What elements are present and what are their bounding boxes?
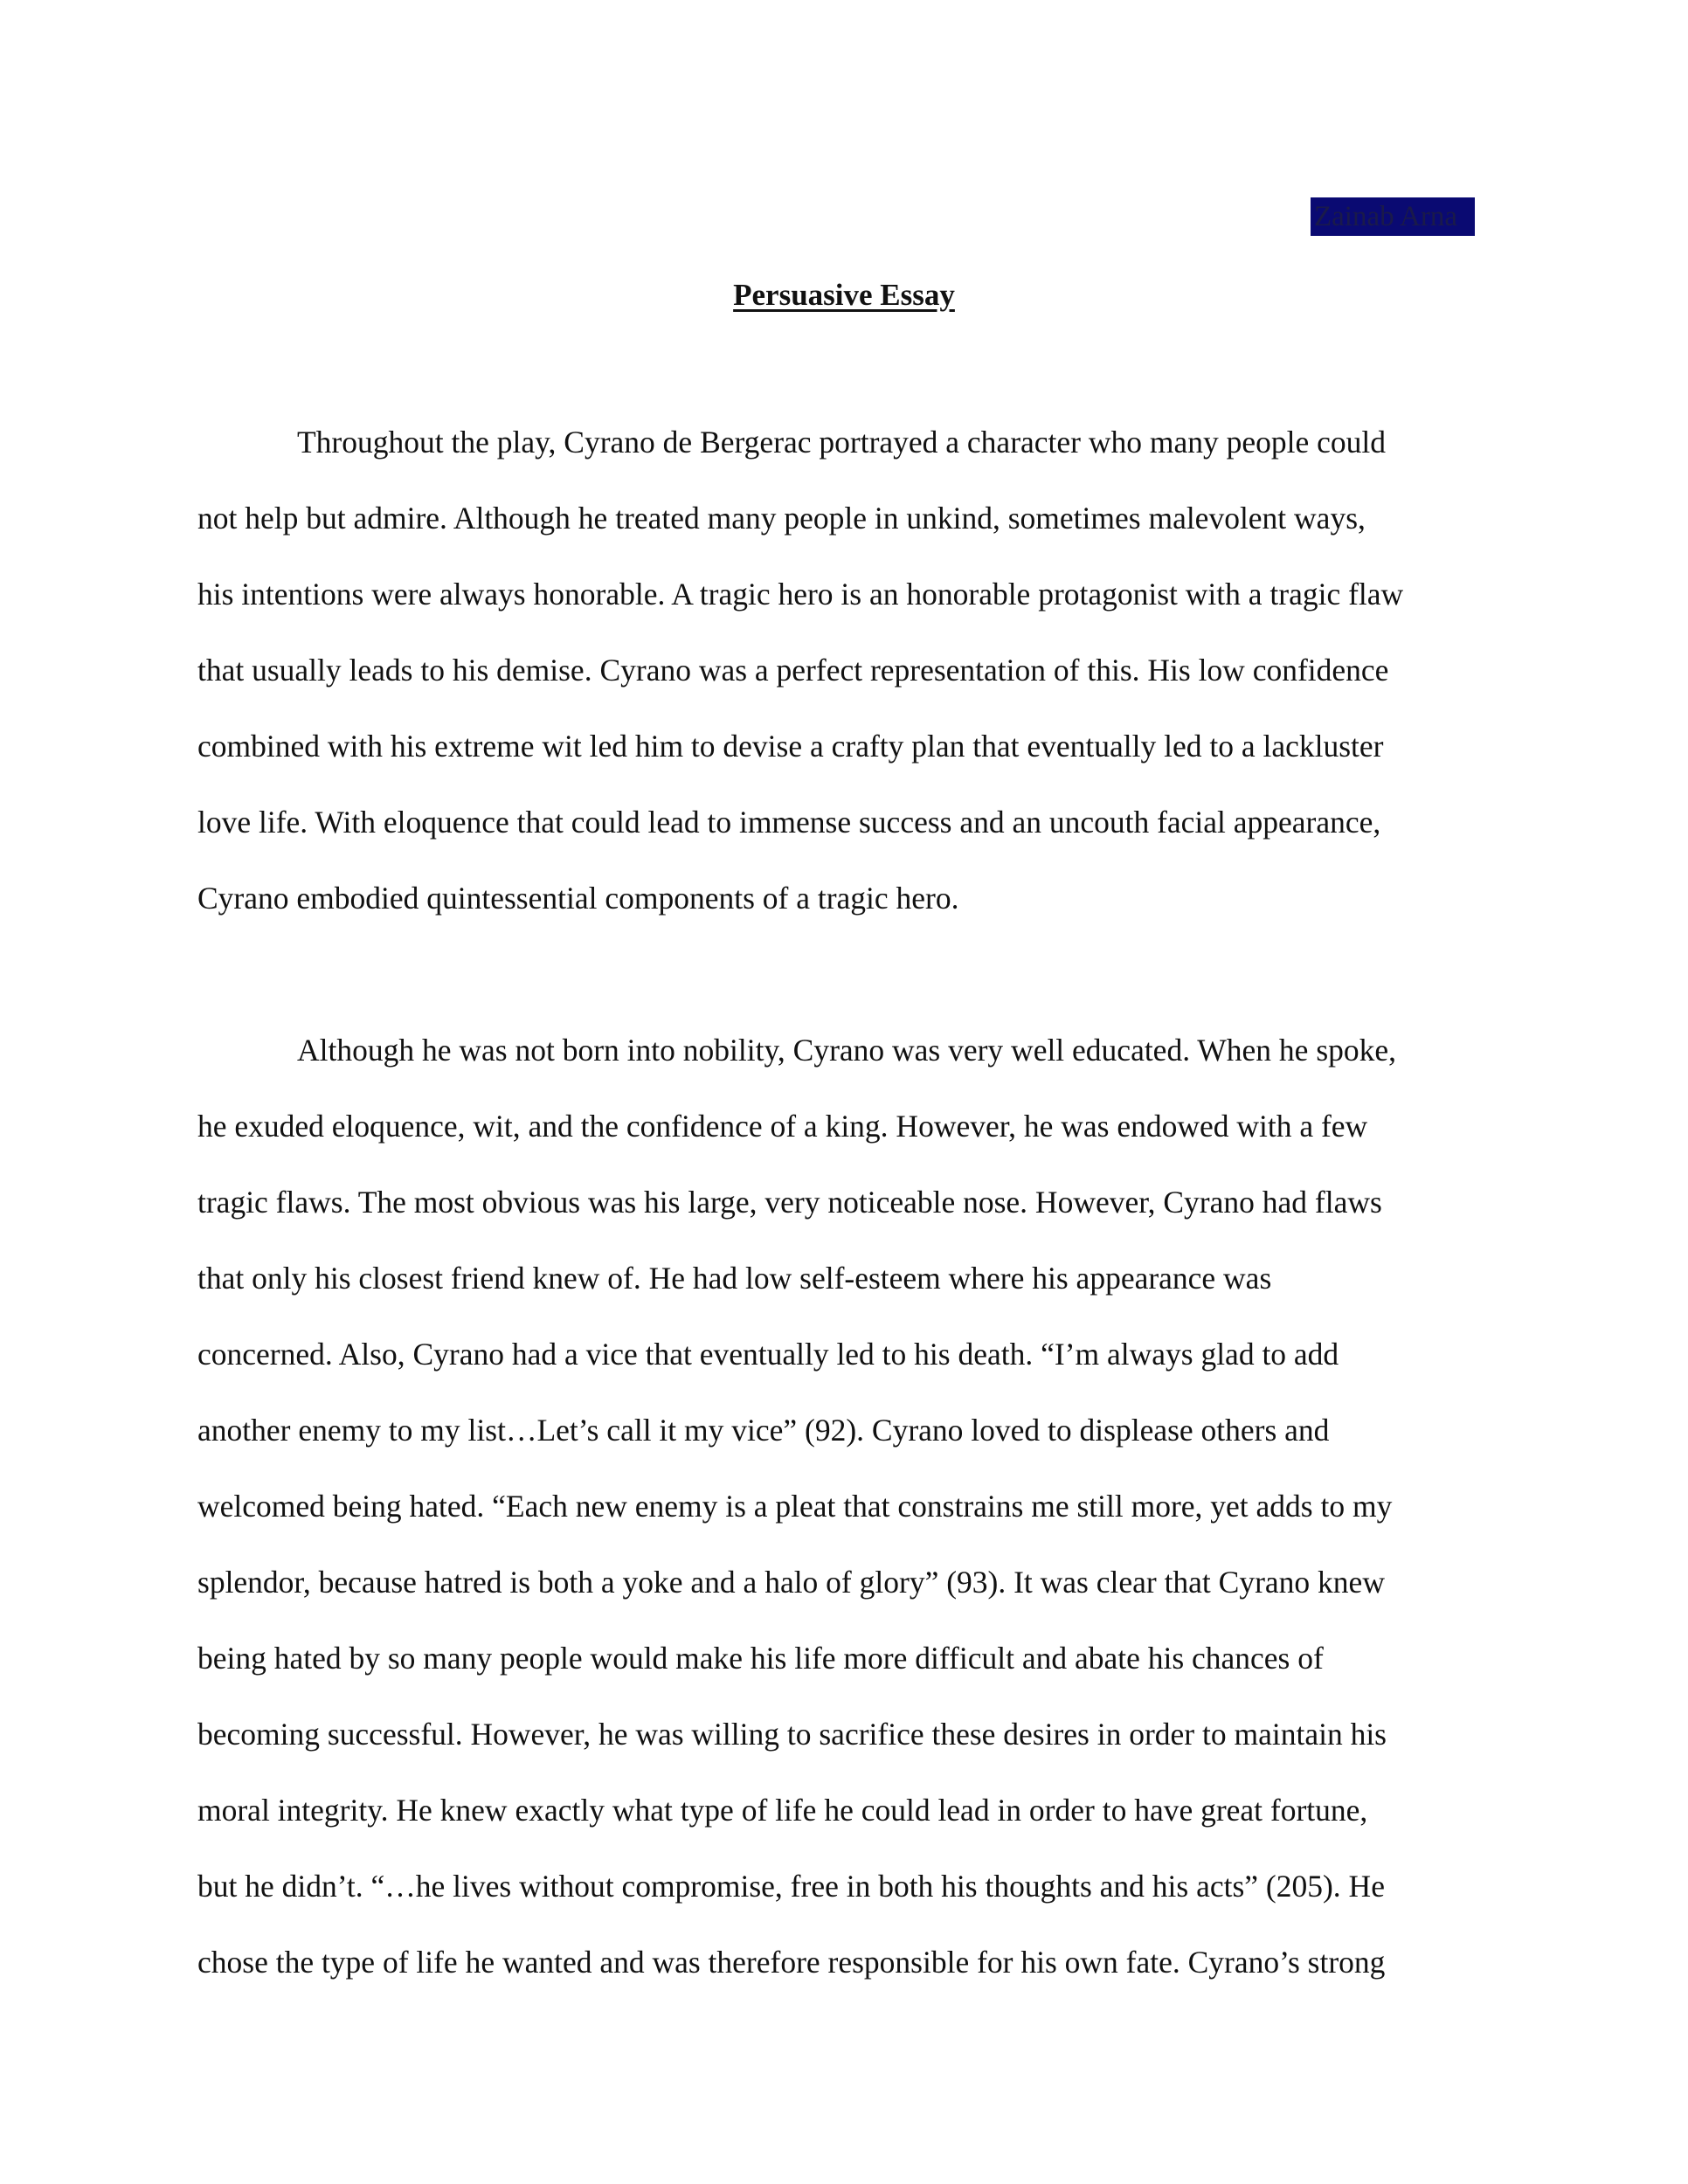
paragraph-line: Cyrano embodied quintessential components of a tragic hero.	[197, 881, 959, 916]
paragraph-line: not help but admire. Although he treated many people in unkind, sometimes malevolent ways,	[197, 501, 1366, 536]
paragraph-line: but he didn’t. “…he lives without compromise, free in both his thoughts and his acts” (205). He	[197, 1869, 1385, 1904]
paragraph-line: he exuded eloquence, wit, and the confidence of a king. However, he was endowed with a few	[197, 1109, 1368, 1144]
paragraph-line: becoming successful. However, he was willing to sacrifice these desires in order to maintain his	[197, 1717, 1387, 1752]
paragraph-line: love life. With eloquence that could lead to immense success and an uncouth facial appearance,	[197, 805, 1381, 840]
paragraph-line: splendor, because hatred is both a yoke and a halo of glory” (93). It was clear that Cyrano knew	[197, 1565, 1385, 1600]
essay-title: Persuasive Essay	[733, 278, 955, 312]
paragraph-line: that usually leads to his demise. Cyrano was a perfect representation of this. His low confidence	[197, 653, 1389, 688]
paragraph-line: chose the type of life he wanted and was therefore responsible for his own fate. Cyrano’s strong	[197, 1945, 1386, 1980]
paragraph-line: concerned. Also, Cyrano had a vice that eventually led to his death. “I’m always glad to add	[197, 1337, 1339, 1372]
paragraph-line: Throughout the play, Cyrano de Bergerac portrayed a character who many people could	[297, 425, 1386, 460]
paragraph-line: combined with his extreme wit led him to devise a crafty plan that eventually led to a lackluster	[197, 729, 1384, 764]
paragraph-line: welcomed being hated. “Each new enemy is a pleat that constrains me still more, yet adds to my	[197, 1489, 1393, 1524]
paragraph-line: tragic flaws. The most obvious was his large, very noticeable nose. However, Cyrano had flaws	[197, 1185, 1382, 1220]
paragraph-line: that only his closest friend knew of. He had low self-esteem where his appearance was	[197, 1261, 1272, 1296]
author-name: Zainab Arna	[1314, 201, 1458, 232]
author-highlight	[1311, 197, 1475, 236]
paragraph-line: another enemy to my list…Let’s call it my vice” (92). Cyrano loved to displease others and	[197, 1413, 1330, 1448]
paragraph-line: moral integrity. He knew exactly what type of life he could lead in order to have great fortune,	[197, 1793, 1368, 1828]
paragraph-line: his intentions were always honorable. A tragic hero is an honorable protagonist with a tragic flaw	[197, 577, 1404, 612]
paragraph-line: Although he was not born into nobility, Cyrano was very well educated. When he spoke,	[297, 1033, 1397, 1068]
paragraph-line: being hated by so many people would make his life more difficult and abate his chances of	[197, 1641, 1324, 1676]
